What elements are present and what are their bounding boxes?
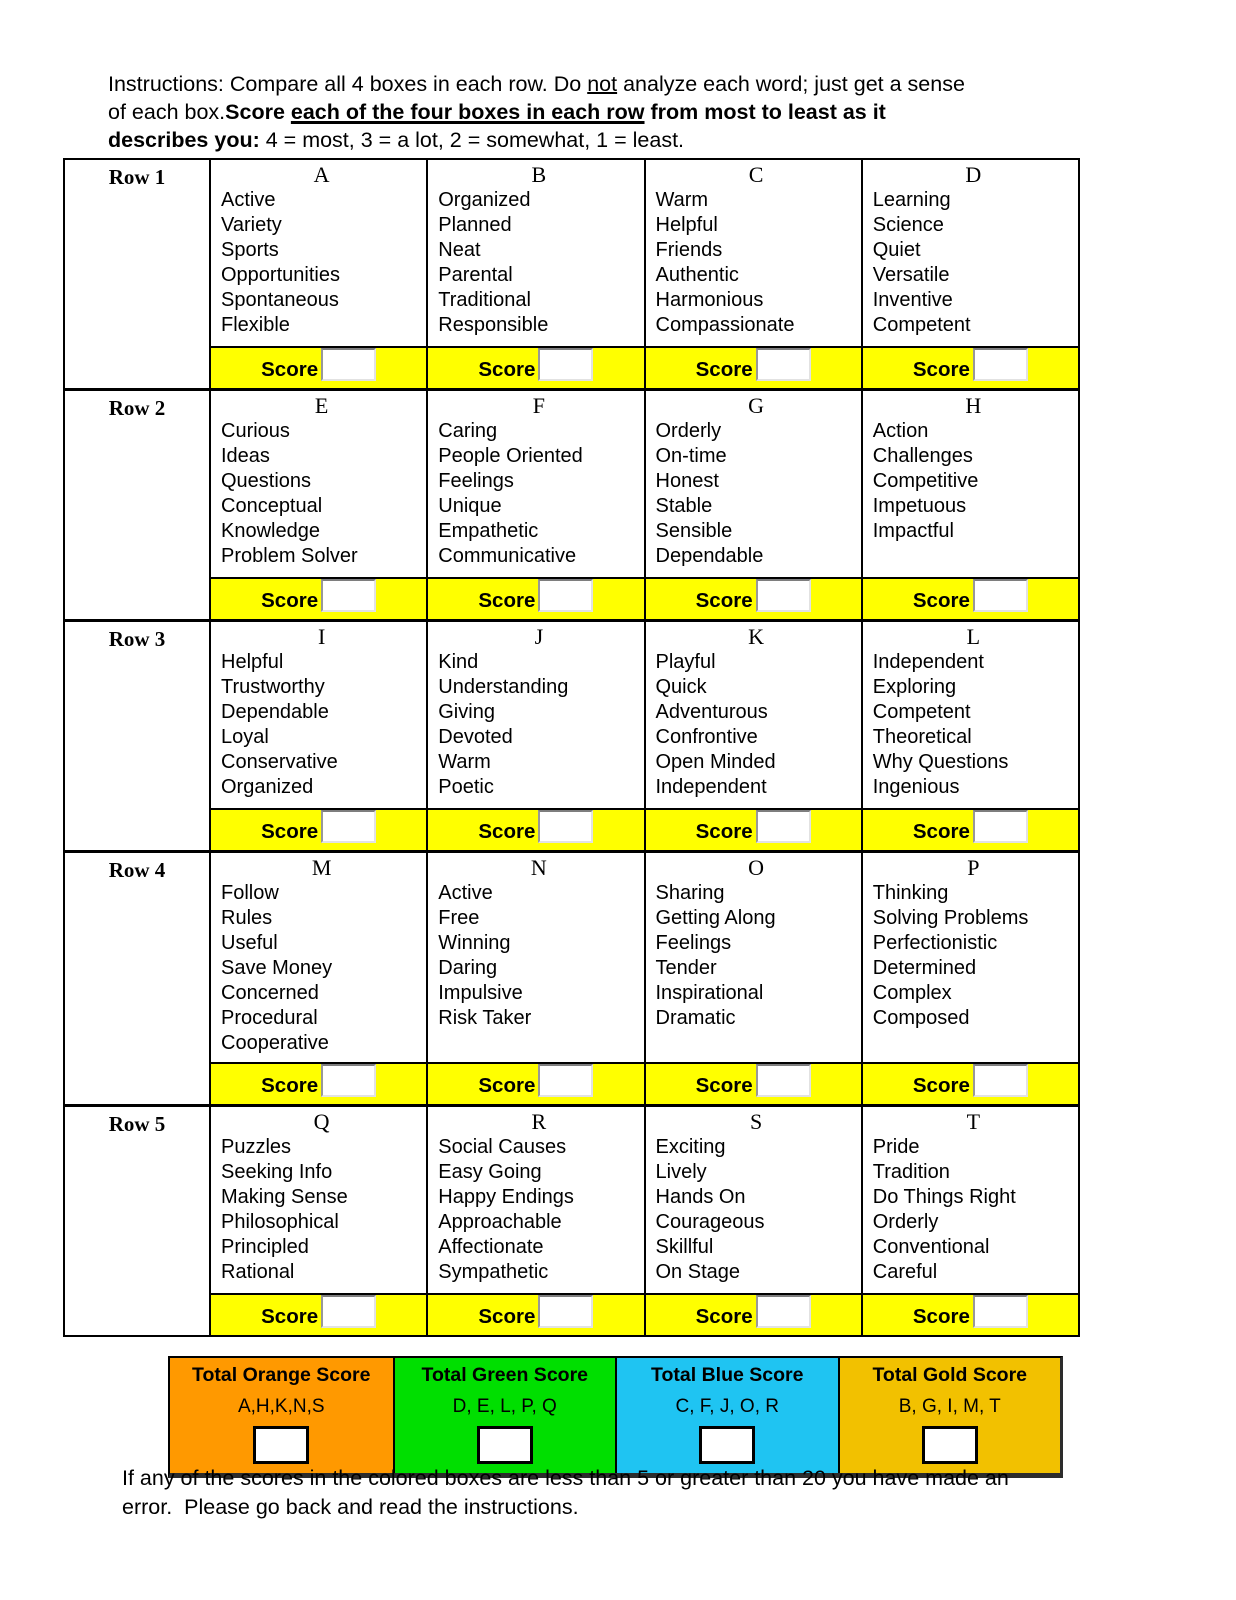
word-item: Variety [221,214,282,236]
word-item: Impulsive [438,982,523,1004]
total-blue-input[interactable] [699,1426,755,1464]
table-row [65,388,1078,619]
word-item: Poetic [438,776,494,798]
score-label: Score [695,820,753,843]
word-item: Complex [872,982,952,1004]
score-label: Score [261,358,319,381]
word-item: Friends [655,239,723,261]
word-list [873,419,1074,544]
word-item: Helpful [221,651,284,673]
word-box-q [209,1107,426,1293]
total-orange-title: Total Orange Score [192,1364,371,1386]
score-label: Score [261,820,319,843]
table-row [65,850,1078,1104]
word-item: Do Things Right [872,1186,1016,1208]
instructions-text-segment: each of the four boxes in each row [290,100,645,124]
box-letter: Q [313,1109,330,1134]
instructions-text-segment: analyze each word; just get a sense [617,72,965,96]
box-letter: D [965,162,982,187]
word-item: Challenges [872,445,973,467]
word-item: Feelings [438,470,514,492]
word-box-t [861,1107,1078,1293]
word-box-a [209,160,426,346]
word-item: Useful [221,932,278,954]
word-item: Dependable [655,545,764,567]
word-item: Dramatic [655,1007,736,1029]
word-list [656,419,857,569]
instructions-line [108,98,1118,126]
score-label: Score [912,589,970,612]
word-item: Follow [221,882,279,904]
word-list [221,419,422,569]
score-input-d[interactable] [973,348,1028,381]
word-list [221,188,422,338]
score-label: Score [695,1074,753,1097]
word-item: Tradition [872,1161,950,1183]
word-item: Cooperative [221,1032,329,1054]
score-bar-j [426,808,643,850]
total-gold-input[interactable] [922,1426,978,1464]
word-item: Warm [438,751,491,773]
word-box-e [209,391,426,577]
word-item: Impetuous [872,495,967,517]
word-item: Careful [872,1261,938,1283]
box-letter: J [534,624,544,649]
total-blue-title: Total Blue Score [651,1364,804,1386]
word-item: Unique [438,495,502,517]
word-box-b [426,160,643,346]
word-box-o [644,853,861,1062]
word-item: Competent [872,701,971,723]
word-item: Impactful [872,520,954,542]
word-item: Problem Solver [221,545,358,567]
box-letter: C [748,162,764,187]
word-item: Dependable [221,701,329,723]
word-item: Composed [872,1007,970,1029]
word-item: Science [872,214,944,236]
word-box-r [426,1107,643,1293]
word-item: Planned [438,214,512,236]
word-list [438,650,639,800]
word-item: Philosophical [221,1211,339,1233]
word-item: Easy Going [438,1161,542,1183]
word-box-f [426,391,643,577]
word-item: Versatile [872,264,950,286]
score-label: Score [478,820,536,843]
box-letter: S [750,1109,763,1134]
instructions-text-segment: from most to least as it [644,100,886,124]
instructions-text [108,70,1118,154]
word-item: Inventive [872,289,953,311]
word-item: Risk Taker [438,1007,532,1029]
score-label: Score [261,589,319,612]
row-label: Row 4 [108,858,166,882]
word-item: Honest [655,470,719,492]
word-box-l [861,622,1078,808]
score-label: Score [261,1074,319,1097]
table-row [65,1104,1078,1335]
box-letter: A [313,162,330,187]
word-item: Hands On [655,1186,746,1208]
table-row [65,160,1078,388]
word-item: Loyal [221,726,269,748]
word-item: Perfectionistic [872,932,998,954]
word-item: Pride [872,1136,920,1158]
row-label: Row 2 [108,396,166,420]
box-letter: R [531,1109,547,1134]
word-item: Competitive [872,470,979,492]
word-item: Sympathetic [438,1261,549,1283]
word-item: Active [221,189,276,211]
word-item: Curious [221,420,290,442]
word-item: Quiet [872,239,921,261]
score-label: Score [912,358,970,381]
word-item: Making Sense [221,1186,348,1208]
box-letter: T [966,1109,981,1134]
word-item: Rules [221,907,273,929]
word-item: Active [438,882,493,904]
score-label: Score [478,1305,536,1328]
score-bar-f [426,577,643,619]
row-label: Row 3 [108,627,166,651]
box-letter: F [532,393,545,418]
box-letter: L [966,624,981,649]
word-item: Neat [438,239,481,261]
instructions-line [108,70,1118,98]
score-label: Score [695,589,753,612]
word-item: Winning [438,932,511,954]
word-box-k [644,622,861,808]
word-item: On-time [655,445,727,467]
score-input-f[interactable] [538,579,593,612]
score-input-n[interactable] [538,1064,593,1097]
score-bar-n [426,1062,643,1104]
word-item: Giving [438,701,495,723]
word-item: Conventional [872,1236,990,1258]
word-item: Procedural [221,1007,318,1029]
word-item: Principled [221,1236,309,1258]
score-input-g[interactable] [756,579,811,612]
word-item: Approachable [438,1211,562,1233]
score-input-t[interactable] [973,1295,1028,1328]
word-item: Competent [872,314,971,336]
score-label: Score [478,1074,536,1097]
word-list [438,881,639,1031]
word-item: Caring [438,420,498,442]
scoring-table [63,158,1080,1337]
word-item: Conservative [221,751,338,773]
score-bar-c [644,346,861,388]
word-list [656,188,857,338]
score-label: Score [912,820,970,843]
word-list [873,1135,1074,1285]
word-item: Puzzles [221,1136,292,1158]
word-item: Understanding [438,676,569,698]
score-bar-t [861,1293,1078,1335]
word-item: Courageous [655,1211,765,1233]
score-input-e[interactable] [321,579,376,612]
word-item: People Oriented [438,445,583,467]
word-item: Confrontive [655,726,758,748]
word-item: Quick [655,676,707,698]
score-bar-p [861,1062,1078,1104]
word-item: Sharing [655,882,725,904]
word-item: Adventurous [655,701,768,723]
score-bar-q [209,1293,426,1335]
word-list [873,188,1074,338]
word-box-c [644,160,861,346]
box-letter: P [967,855,980,880]
word-item: Organized [221,776,314,798]
word-item: Sports [221,239,279,261]
box-letter: B [531,162,547,187]
score-bar-g [644,577,861,619]
box-letter: N [530,855,547,880]
word-item: Parental [438,264,513,286]
score-input-h[interactable] [973,579,1028,612]
box-letter: O [748,855,765,880]
score-input-c[interactable] [756,348,811,381]
word-item: Helpful [655,214,718,236]
total-blue-cell [615,1358,838,1473]
word-list [221,650,422,800]
score-input-k[interactable] [756,810,811,843]
word-item: Independent [655,776,767,798]
score-label: Score [912,1074,970,1097]
word-item: Social Causes [438,1136,567,1158]
word-item: Independent [872,651,984,673]
word-item: Thinking [872,882,949,904]
score-bar-s [644,1293,861,1335]
total-green-title: Total Green Score [421,1364,589,1386]
word-item: Why Questions [872,751,1009,773]
instructions-text-segment: of each box. [108,100,226,124]
word-item: Open Minded [655,751,776,773]
score-input-p[interactable] [973,1064,1028,1097]
word-box-i [209,622,426,808]
score-bar-b [426,346,643,388]
score-bar-i [209,808,426,850]
word-item: On Stage [655,1261,741,1283]
score-label: Score [912,1305,970,1328]
word-box-h [861,391,1078,577]
word-item: Rational [221,1261,295,1283]
word-item: Compassionate [655,314,795,336]
word-item: Spontaneous [221,289,339,311]
word-list [656,1135,857,1285]
score-bar-r [426,1293,643,1335]
score-label: Score [695,358,753,381]
total-orange-codes: A,H,K,N,S [237,1396,325,1417]
score-input-i[interactable] [321,810,376,843]
word-item: Daring [438,957,498,979]
box-letter: K [748,624,765,649]
word-item: Responsible [438,314,549,336]
word-item: Trustworthy [221,676,325,698]
table-row [65,619,1078,850]
instructions-text-segment: describes you: [108,128,266,152]
word-item: Exciting [655,1136,726,1158]
word-item: Playful [655,651,716,673]
word-list [873,650,1074,800]
word-item: Orderly [655,420,722,442]
word-item: Getting Along [655,907,776,929]
word-list [656,650,857,800]
total-blue-codes: C, F, J, O, R [675,1396,779,1417]
word-item: Happy Endings [438,1186,574,1208]
word-item: Traditional [438,289,531,311]
score-bar-a [209,346,426,388]
word-list [438,1135,639,1285]
score-bar-l [861,808,1078,850]
word-item: Empathetic [438,520,539,542]
row-label: Row 1 [108,165,166,189]
word-item: Opportunities [221,264,340,286]
word-item: Exploring [872,676,957,698]
total-gold-codes: B, G, I, M, T [898,1396,1001,1417]
word-item: Lively [655,1161,707,1183]
word-item: Seeking Info [221,1161,333,1183]
instructions-text-segment: not [587,72,618,96]
word-item: Learning [872,189,951,211]
total-green-codes: D, E, L, P, Q [452,1396,557,1417]
score-input-j[interactable] [538,810,593,843]
score-label: Score [261,1305,319,1328]
score-input-r[interactable] [538,1295,593,1328]
total-green-input[interactable] [477,1426,533,1464]
instructions-text-segment: Score [225,100,291,124]
score-input-l[interactable] [973,810,1028,843]
score-label: Score [478,589,536,612]
word-item: Questions [221,470,312,492]
word-item: Authentic [655,264,739,286]
word-item: Knowledge [221,520,320,542]
word-item: Orderly [872,1211,939,1233]
word-list [873,881,1074,1031]
word-item: Devoted [438,726,513,748]
score-label: Score [695,1305,753,1328]
word-item: Flexible [221,314,290,336]
error-note: If any of the scores in the colored boxes are less than 5 or greater than 20 you have made an error. Please go back and read the instructions. [122,1466,1015,1519]
word-item: Inspirational [655,982,764,1004]
row-label: Row 5 [108,1112,166,1136]
box-letter: H [965,393,982,418]
box-letter: E [314,393,329,418]
word-item: Harmonious [655,289,764,311]
word-item: Free [438,907,480,929]
score-bar-m [209,1062,426,1104]
score-input-m[interactable] [321,1064,376,1097]
instructions-text-segment: Instructions: Compare all 4 boxes in each row. Do [108,72,588,96]
word-box-n [426,853,643,1062]
score-bar-k [644,808,861,850]
score-bar-h [861,577,1078,619]
word-item: Organized [438,189,531,211]
word-item: Sensible [655,520,733,542]
totals-table [168,1356,1063,1478]
word-list [221,881,422,1056]
word-box-s [644,1107,861,1293]
word-box-m [209,853,426,1062]
total-gold-title: Total Gold Score [872,1364,1028,1386]
word-box-j [426,622,643,808]
word-item: Solving Problems [872,907,1029,929]
word-item: Ideas [221,445,270,467]
word-list [438,188,639,338]
box-letter: I [317,624,326,649]
total-gold-cell [838,1358,1061,1473]
total-orange-cell [170,1358,393,1473]
word-item: Ingenious [872,776,960,798]
score-input-s[interactable] [756,1295,811,1328]
box-letter: M [311,855,332,880]
word-item: Skillful [655,1236,714,1258]
word-box-g [644,391,861,577]
word-item: Stable [655,495,713,517]
word-box-d [861,160,1078,346]
word-item: Determined [872,957,977,979]
instructions-line [108,126,1118,154]
score-bar-d [861,346,1078,388]
total-green-cell [393,1358,616,1473]
word-item: Communicative [438,545,577,567]
word-item: Save Money [221,957,333,979]
score-bar-o [644,1062,861,1104]
instructions-text-segment: 4 = most, 3 = a lot, 2 = somewhat, 1 = least. [265,128,685,152]
word-item: Tender [655,957,717,979]
score-input-a[interactable] [321,348,376,381]
score-label: Score [478,358,536,381]
word-list [656,881,857,1031]
word-list [438,419,639,569]
word-item: Action [872,420,929,442]
total-orange-input[interactable] [253,1426,309,1464]
score-input-b[interactable] [538,348,593,381]
box-letter: G [748,393,765,418]
word-item: Conceptual [221,495,323,517]
word-item: Feelings [655,932,732,954]
word-item: Warm [655,189,709,211]
word-item: Theoretical [872,726,972,748]
score-input-o[interactable] [756,1064,811,1097]
score-bar-e [209,577,426,619]
word-item: Concerned [221,982,319,1004]
word-list [221,1135,422,1285]
word-item: Affectionate [438,1236,544,1258]
word-item: Kind [438,651,479,673]
score-input-q[interactable] [321,1295,376,1328]
word-box-p [861,853,1078,1062]
